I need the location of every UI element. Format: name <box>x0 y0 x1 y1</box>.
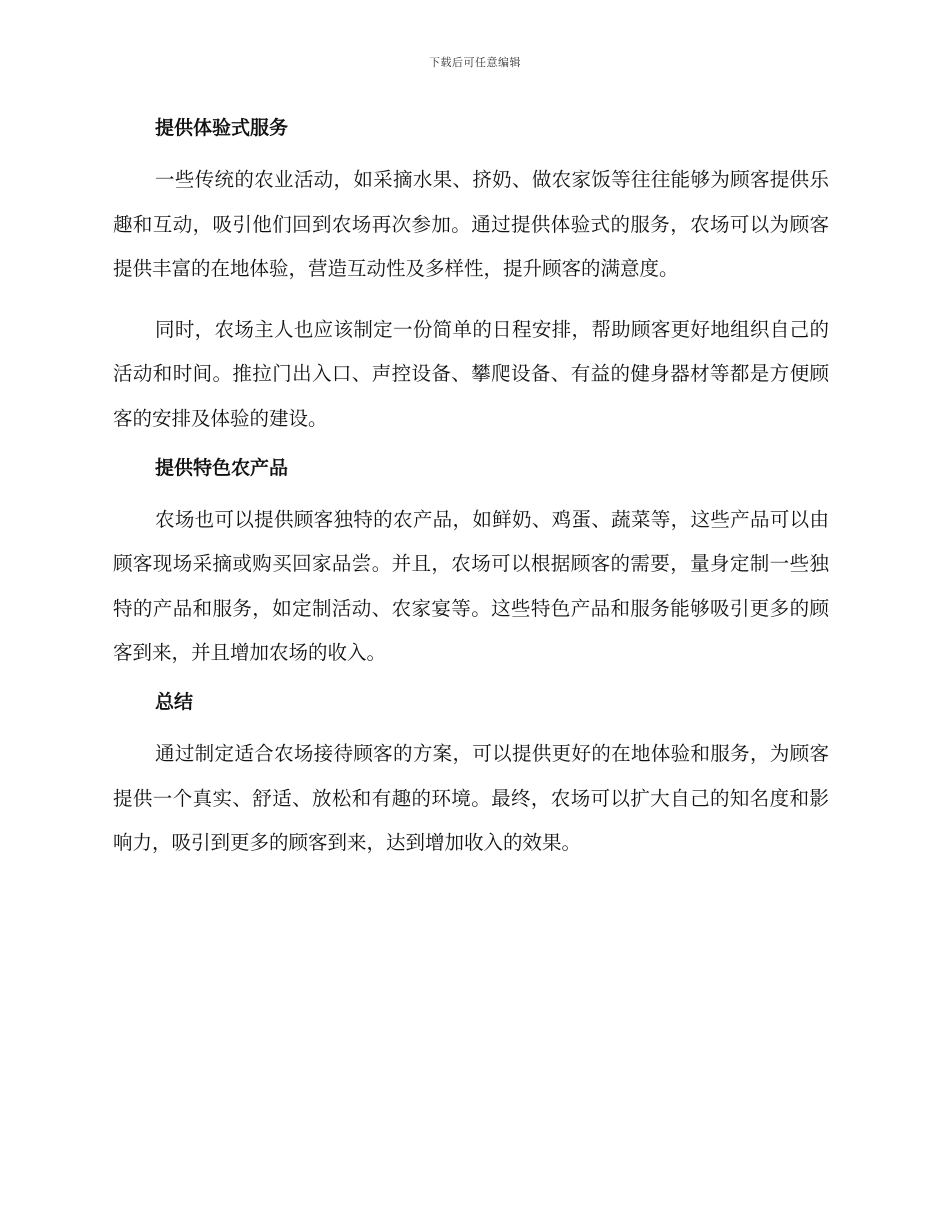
paragraph: 农场也可以提供顾客独特的农产品，如鲜奶、鸡蛋、蔬菜等，这些产品可以由顾客现场采摘或购买回家品尝。并且，农场可以根据顾客的需要，量身定制一些独特的产品和服务，如定制活动、农家宴等。这些特色产品和服务能够吸引更多的顾客到来，并且增加农场的收入。 <box>113 507 829 665</box>
document-body <box>113 112 829 866</box>
paragraph: 一些传统的农业活动，如采摘水果、挤奶、做农家饭等往往能够为顾客提供乐趣和互动，吸引他们回到农场再次参加。通过提供体验式的服务，农场可以为顾客提供丰富的在地体验，营造互动性及多样性，提升顾客的满意度。 <box>113 168 829 281</box>
paragraph: 通过制定适合农场接待顾客的方案，可以提供更好的在地体验和服务，为顾客提供一个真实、舒适、放松和有趣的环境。最终，农场可以扩大自己的知名度和影响力，吸引到更多的顾客到来，达到增加收入的效果。 <box>113 741 829 855</box>
section-specialty-products <box>113 452 829 676</box>
section-heading: 总结 <box>155 690 194 713</box>
paragraph: 同时，农场主人也应该制定一份简单的日程安排，帮助顾客更好地组织自己的活动和时间。推拉门出入口、声控设备、攀爬设备、有益的健身器材等都是方便顾客的安排及体验的建设。 <box>113 317 829 430</box>
section-experience-service <box>113 112 829 442</box>
section-heading: 提供体验式服务 <box>155 117 289 139</box>
section-heading: 提供特色农产品 <box>155 456 289 479</box>
header-note: 下载后可任意编辑 <box>429 56 521 69</box>
section-summary <box>113 686 829 866</box>
